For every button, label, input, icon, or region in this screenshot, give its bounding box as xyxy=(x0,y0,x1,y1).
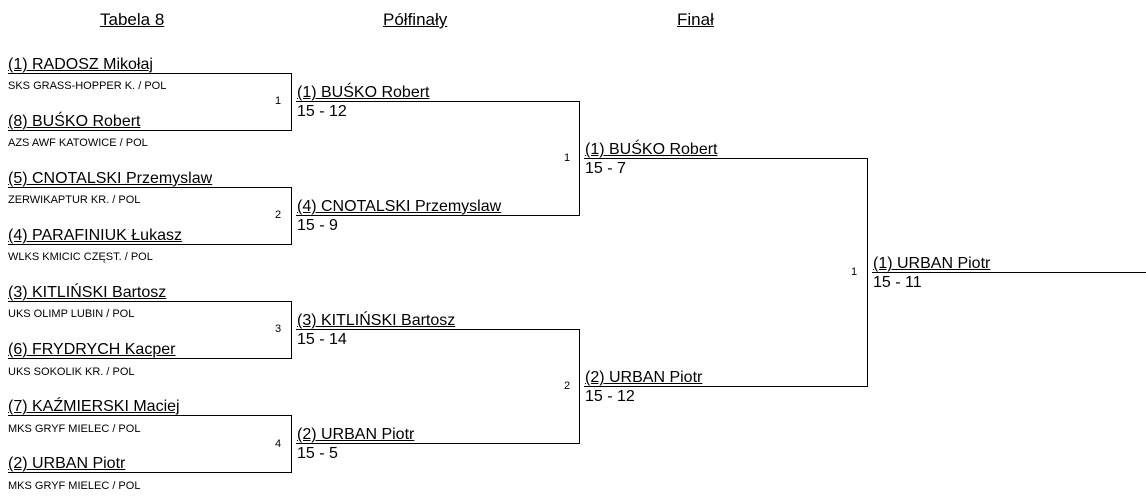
r1-entrant-2-club: AZS AWF KATOWICE / POL xyxy=(8,137,148,149)
final-entrant-1-name: (1) BUŚKO Robert xyxy=(585,141,718,158)
r1-entrant-1-club: SKS GRASS-HOPPER K. / POL xyxy=(8,80,167,92)
r1-match-number-3: 3 xyxy=(275,323,282,335)
r1-line-3 xyxy=(8,187,292,188)
r1-line-1 xyxy=(8,73,292,74)
r1-entrant-6-club: UKS SOKOLIK KR. / POL xyxy=(8,366,135,378)
r1-entrant-2-name: (8) BUŚKO Robert xyxy=(8,113,141,130)
r1-connector-3 xyxy=(291,301,292,359)
r1-line-8 xyxy=(8,472,292,473)
final-entrant-1-score: 15 - 7 xyxy=(585,160,626,177)
final-entrant-2-name: (2) URBAN Piotr xyxy=(585,369,703,386)
final-connector xyxy=(867,158,868,387)
header-round1[interactable]: Tabela 8 xyxy=(100,10,165,29)
sf-connector-2 xyxy=(579,329,580,444)
r1-line-4 xyxy=(8,244,292,245)
sf-entrant-2-name: (4) CNOTALSKI Przemyslaw xyxy=(297,198,502,215)
sf-line-3 xyxy=(296,329,580,330)
header-semifinals[interactable]: Półfinały xyxy=(383,10,448,29)
r1-line-5 xyxy=(8,301,292,302)
winner-line xyxy=(872,272,1146,273)
sf-entrant-3-score: 15 - 14 xyxy=(297,331,347,348)
sf-entrant-4-name: (2) URBAN Piotr xyxy=(297,426,415,443)
sf-entrant-1-name: (1) BUŚKO Robert xyxy=(297,84,430,101)
header-final[interactable]: Finał xyxy=(677,10,714,29)
r1-entrant-5-name: (3) KITLIŃSKI Bartosz xyxy=(8,284,167,301)
r1-entrant-4-club: WLKS KMICIC CZĘST. / POL xyxy=(8,251,153,263)
r1-match-number-2: 2 xyxy=(275,209,282,221)
r1-entrant-7-club: MKS GRYF MIELEC / POL xyxy=(8,423,141,435)
r1-entrant-5-club: UKS OLIMP LUBIN / POL xyxy=(8,308,135,320)
r1-line-7 xyxy=(8,415,292,416)
r1-entrant-4-name: (4) PARAFINIUK Łukasz xyxy=(8,227,182,244)
r1-connector-1 xyxy=(291,73,292,131)
r1-line-2 xyxy=(8,130,292,131)
r1-entrant-3-club: ZERWIKAPTUR KR. / POL xyxy=(8,194,141,206)
sf-line-4 xyxy=(296,443,580,444)
r1-match-number-4: 4 xyxy=(275,438,282,450)
sf-connector-1 xyxy=(579,101,580,216)
r1-line-6 xyxy=(8,358,292,359)
sf-entrant-3-name: (3) KITLIŃSKI Bartosz xyxy=(297,312,456,329)
final-line-2 xyxy=(584,386,868,387)
sf-line-2 xyxy=(296,215,580,216)
winner-name: (1) URBAN Piotr xyxy=(873,255,991,272)
r1-entrant-6-name: (6) FRYDRYCH Kacper xyxy=(8,341,176,358)
r1-entrant-7-name: (7) KAŹMIERSKI Maciej xyxy=(8,398,180,415)
winner-score: 15 - 11 xyxy=(873,274,922,291)
r1-entrant-8-club: MKS GRYF MIELEC / POL xyxy=(8,480,141,492)
final-entrant-2-score: 15 - 12 xyxy=(585,388,635,405)
sf-match-number-1: 1 xyxy=(564,152,571,164)
r1-match-number-1: 1 xyxy=(275,95,282,107)
r1-entrant-1-name: (1) RADOSZ Mikołaj xyxy=(8,56,153,73)
sf-entrant-1-score: 15 - 12 xyxy=(297,103,347,120)
sf-entrant-4-score: 15 - 5 xyxy=(297,445,338,462)
final-match-number: 1 xyxy=(851,266,858,278)
r1-connector-4 xyxy=(291,415,292,473)
r1-entrant-3-name: (5) CNOTALSKI Przemyslaw xyxy=(8,170,213,187)
r1-entrant-8-name: (2) URBAN Piotr xyxy=(8,455,126,472)
final-line-1 xyxy=(584,158,868,159)
sf-entrant-2-score: 15 - 9 xyxy=(297,217,338,234)
r1-connector-2 xyxy=(291,187,292,245)
sf-match-number-2: 2 xyxy=(564,380,571,392)
sf-line-1 xyxy=(296,101,580,102)
